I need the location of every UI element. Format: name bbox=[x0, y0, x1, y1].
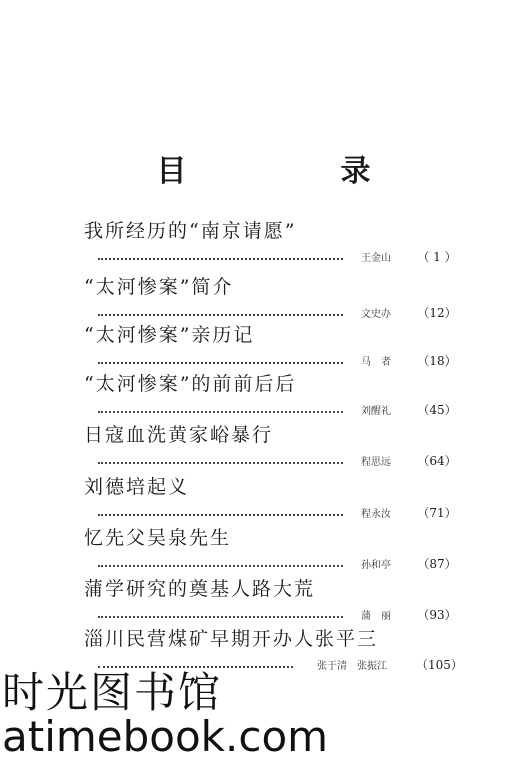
entry-page-number: （ 1 ） bbox=[417, 250, 457, 264]
watermark-chinese: 时光图书馆 bbox=[2, 668, 223, 717]
dotted-leader bbox=[98, 616, 343, 618]
entry-title: 我所经历的“南京请愿” bbox=[84, 220, 297, 242]
toc-entry bbox=[0, 523, 527, 578]
toc-entry bbox=[0, 369, 527, 424]
entry-author: 张于清 张振江 bbox=[317, 661, 387, 672]
toc-entry bbox=[0, 216, 527, 271]
entry-page-number: （18） bbox=[417, 354, 457, 368]
entry-title: “太河惨案”亲历记 bbox=[84, 324, 255, 346]
toc-entry bbox=[0, 272, 527, 327]
entry-author: 孙和亭 bbox=[361, 560, 391, 571]
toc-entry bbox=[0, 320, 527, 375]
toc-entry bbox=[0, 574, 527, 629]
entry-title: “太河惨案”的前前后后 bbox=[84, 373, 297, 395]
entry-title: “太河惨案”简介 bbox=[84, 276, 234, 298]
entry-author: 王金山 bbox=[361, 253, 391, 264]
entry-title: 忆先父吴泉先生 bbox=[84, 527, 232, 549]
entry-page-number: （64） bbox=[417, 454, 457, 468]
entry-author: 程思远 bbox=[361, 457, 391, 468]
entry-page-number: （12） bbox=[417, 306, 457, 320]
entry-page-number: （93） bbox=[417, 608, 457, 622]
entry-author: 刘醒礼 bbox=[361, 406, 391, 417]
entry-author: 蒲 丽 bbox=[361, 611, 391, 622]
dotted-leader bbox=[98, 411, 343, 413]
watermark-url: atimebook.com bbox=[2, 712, 329, 761]
dotted-leader bbox=[98, 514, 343, 516]
toc-entry bbox=[0, 420, 527, 475]
entry-title: 淄川民营煤矿早期开办人张平三 bbox=[84, 628, 379, 650]
dotted-leader bbox=[98, 258, 343, 260]
toc-entry bbox=[0, 472, 527, 527]
entry-title: 日寇血洗黄家峪暴行 bbox=[84, 424, 274, 446]
entry-title: 刘德培起义 bbox=[84, 476, 190, 498]
entry-page-number: （87） bbox=[417, 557, 457, 571]
dotted-leader bbox=[98, 565, 343, 567]
entry-page-number: （45） bbox=[417, 403, 457, 417]
entry-author: 文史办 bbox=[361, 309, 391, 320]
entry-author: 程永汝 bbox=[361, 509, 391, 520]
dotted-leader bbox=[98, 314, 343, 316]
entry-author: 马 者 bbox=[361, 357, 391, 368]
entry-title: 蒲学研究的奠基人路大荒 bbox=[84, 578, 316, 600]
dotted-leader bbox=[98, 362, 343, 364]
entry-page-number: （71） bbox=[417, 506, 457, 520]
dotted-leader bbox=[98, 462, 343, 464]
entry-page-number: （105） bbox=[416, 658, 463, 672]
page-title: 目 录 bbox=[156, 154, 433, 189]
